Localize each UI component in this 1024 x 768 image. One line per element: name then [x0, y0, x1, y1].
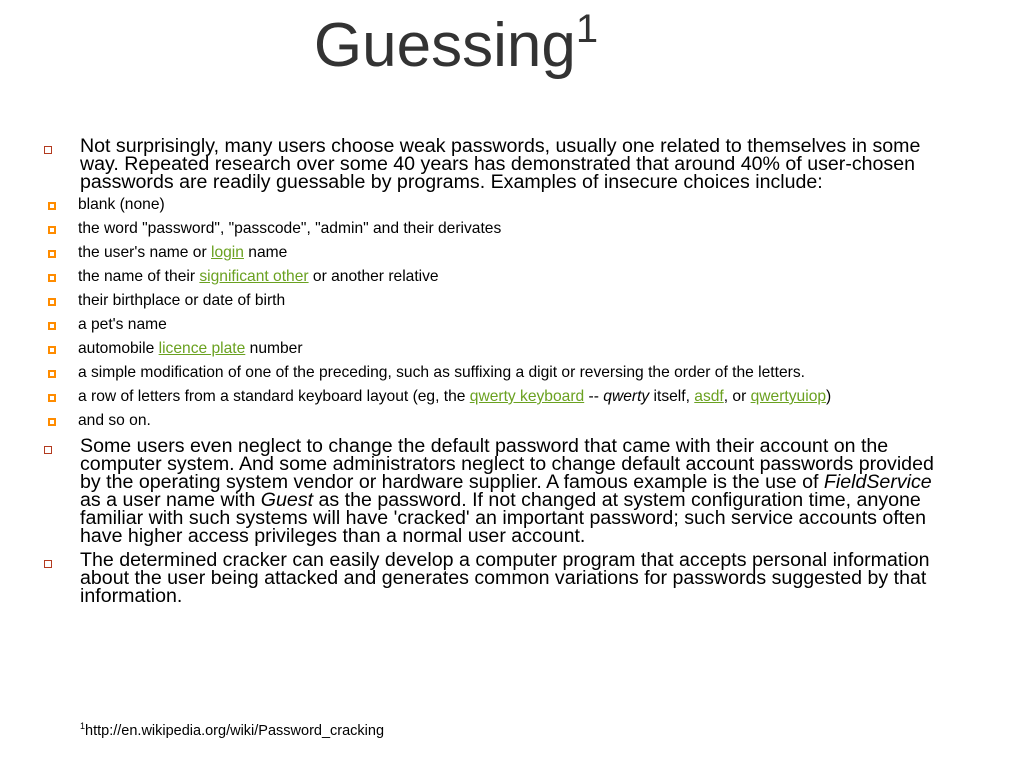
- sub-bullet: [42, 221, 957, 237]
- slide-title: [0, 8, 912, 84]
- significant-other-link[interactable]: significant other: [199, 268, 309, 285]
- bullet-default-passwords: [42, 437, 957, 545]
- licence-plate-link[interactable]: licence plate: [158, 340, 246, 357]
- sub-bullet-text: the user's name or: [78, 244, 211, 261]
- title-footnote-marker: 1: [575, 7, 599, 51]
- orange-square-bullet-icon: [48, 274, 56, 282]
- sub-bullet-text: a simple modification of one of the preceding, such as suffixing a digit or reversing the order of the letters.: [78, 364, 805, 381]
- bullet-text: The determined cracker can easily develop a computer program that accepts personal information about the user being attacked and generates common variations for passwords suggested by that information.: [80, 549, 930, 607]
- bullet-text: Not surprisingly, many users choose weak passwords, usually one related to themselves in some way. Repeated research over some 40 years has demonstrated that around 40% of user-chosen passwords are readily guessable by programs. Examples of insecure choices include:: [80, 135, 921, 193]
- sub-bullet-text: the name of their: [78, 268, 200, 285]
- sub-bullet-text: a pet's name: [78, 316, 167, 333]
- sub-bullet-text: a row of letters from a standard keyboard layout (eg, the: [78, 388, 470, 405]
- sub-bullet: [42, 389, 957, 405]
- orange-square-bullet-icon: [48, 226, 56, 234]
- qwerty-keyboard-link[interactable]: qwerty keyboard: [469, 388, 585, 405]
- asdf-link[interactable]: asdf: [694, 388, 724, 405]
- qwerty-italic: qwerty: [603, 388, 650, 405]
- hollow-square-bullet-icon: [44, 446, 52, 454]
- bullet-text: Some users even neglect to change the default password that came with their account on the computer system. And some administrators neglect to change default account passwords provided by the operating system vendor or hardware supplier. A famous example is the use of: [80, 435, 934, 493]
- fieldservice-italic: FieldService: [823, 471, 932, 493]
- qwertyuiop-link[interactable]: qwertyuiop: [750, 388, 827, 405]
- sub-bullet-text: number: [245, 340, 303, 357]
- sub-bullet-text: name: [243, 244, 288, 261]
- sub-bullet-text: automobile: [78, 340, 159, 357]
- sub-bullet: [42, 413, 957, 429]
- sub-bullet: [42, 245, 957, 261]
- footnote-marker: 1: [80, 721, 86, 731]
- sub-bullet: [42, 197, 957, 213]
- sub-bullet-text: , or: [723, 388, 751, 405]
- footnote-url: http://en.wikipedia.org/wiki/Password_cracking: [85, 723, 385, 739]
- hollow-square-bullet-icon: [44, 146, 52, 154]
- orange-square-bullet-icon: [48, 322, 56, 330]
- orange-square-bullet-icon: [48, 418, 56, 426]
- slide-body: [42, 137, 957, 609]
- sub-bullet-text: or another relative: [308, 268, 439, 285]
- orange-square-bullet-icon: [48, 298, 56, 306]
- bullet-text: as a user name with: [80, 489, 261, 511]
- hollow-square-bullet-icon: [44, 560, 52, 568]
- sub-bullet-text: --: [584, 388, 604, 405]
- orange-square-bullet-icon: [48, 202, 56, 210]
- sub-bullet-text: the word "password", "passcode", "admin" and their derivates: [78, 220, 502, 237]
- footnote: [80, 723, 384, 739]
- orange-square-bullet-icon: [48, 346, 56, 354]
- sub-bullet: [42, 293, 957, 309]
- login-link[interactable]: login: [211, 244, 244, 261]
- sub-bullet: [42, 341, 957, 357]
- sub-bullet-text: blank (none): [78, 196, 165, 213]
- bullet-cracker-program: [42, 551, 957, 605]
- sub-bullet: [42, 317, 957, 333]
- orange-square-bullet-icon: [48, 394, 56, 402]
- orange-square-bullet-icon: [48, 250, 56, 258]
- guest-italic: Guest: [260, 489, 314, 511]
- orange-square-bullet-icon: [48, 370, 56, 378]
- bullet-weak-passwords: [42, 137, 957, 191]
- sub-bullet-text: and so on.: [78, 412, 151, 429]
- sub-bullet-text: ): [826, 388, 832, 405]
- sub-bullet-text: their birthplace or date of birth: [78, 292, 286, 309]
- sub-bullet-text: itself,: [649, 388, 695, 405]
- bullet-text: as the password. If not changed at system configuration time, anyone familiar with such systems will have 'cracked' an important password; such service accounts often have higher access privileges than a normal user account.: [80, 489, 927, 547]
- sub-bullet: [42, 365, 957, 381]
- insecure-choices-list: [42, 197, 957, 429]
- title-text: Guessing: [313, 11, 576, 80]
- sub-bullet: [42, 269, 957, 285]
